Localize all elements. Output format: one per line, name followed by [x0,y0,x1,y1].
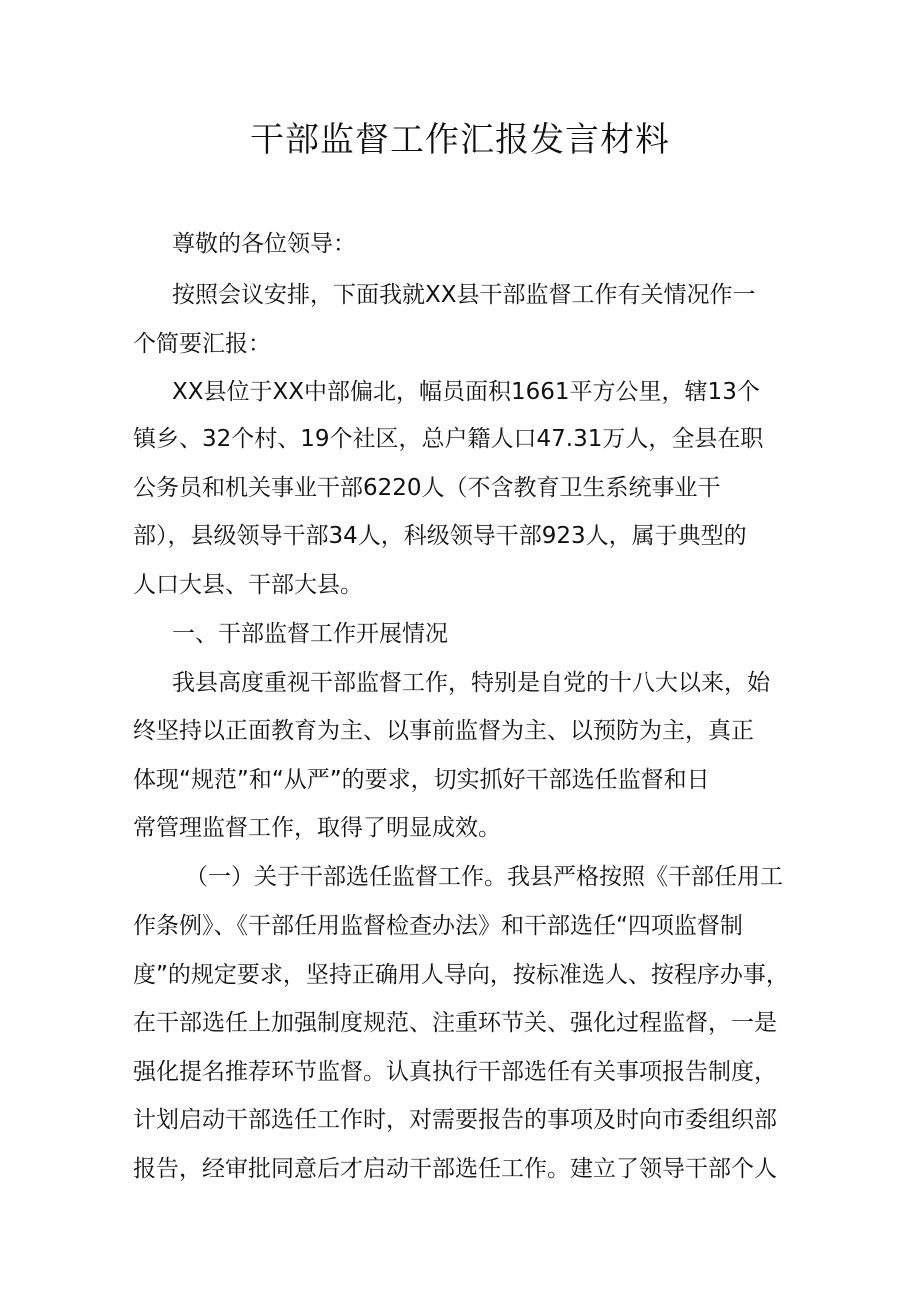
salutation: 尊敬的各位领导： [172,231,356,257]
paragraph-line: 公务员和机关事业干部6220人（不含教育卫生系统事业干 [133,475,721,501]
subsection-heading: （一）关于干部选任监督工作。我县严格按照《干部任用工 [185,864,783,890]
paragraph-line: 人口大县、干部大县。 [133,572,363,598]
paragraph-line: XX县位于XX中部偏北，幅员面积1661平方公里，辖13个 [172,379,760,405]
paragraph-line: 计划启动干部选任工作时，对需要报告的事项及时向市委组织部 [133,1107,777,1133]
paragraph-line: 我县高度重视干部监督工作，特别是自党的十八大以来，始 [172,670,770,696]
section-heading: 一、干部监督工作开展情况 [172,621,448,647]
paragraph-line: 度”的规定要求，坚持正确用人导向，按标准选人、按程序办事， [133,962,789,988]
paragraph-line: 按照会议安排，下面我就XX县干部监督工作有关情况作一 [172,282,756,308]
paragraph-line: 作条例》、《干部任用监督检查办法》和干部选任“四项监督制 [133,913,743,939]
paragraph-line: 常管理监督工作，取得了明显成效。 [133,815,501,841]
paragraph-line: 个简要汇报： [133,331,271,357]
paragraph-line: 体现“规范”和“从严”的要求，切实抓好干部选任监督和日 [133,767,710,793]
paragraph-line: 镇乡、32个村、19个社区，总户籍人口47.31万人，全县在职 [133,426,764,452]
paragraph-line: 在干部选任上加强制度规范、注重环节关、强化过程监督，一是 [133,1010,777,1036]
document-title: 干部监督工作汇报发言材料 [250,120,670,160]
paragraph-line: 报告，经审批同意后才启动干部选任工作。建立了领导干部个人 [133,1156,777,1182]
paragraph-line: 强化提名推荐环节监督。认真执行干部选任有关事项报告制度， [133,1059,777,1085]
paragraph-line: 部），县级领导干部34人，科级领导干部923人，属于典型的 [133,523,747,549]
paragraph-line: 终坚持以正面教育为主、以事前监督为主、以预防为主，真正 [133,718,754,744]
